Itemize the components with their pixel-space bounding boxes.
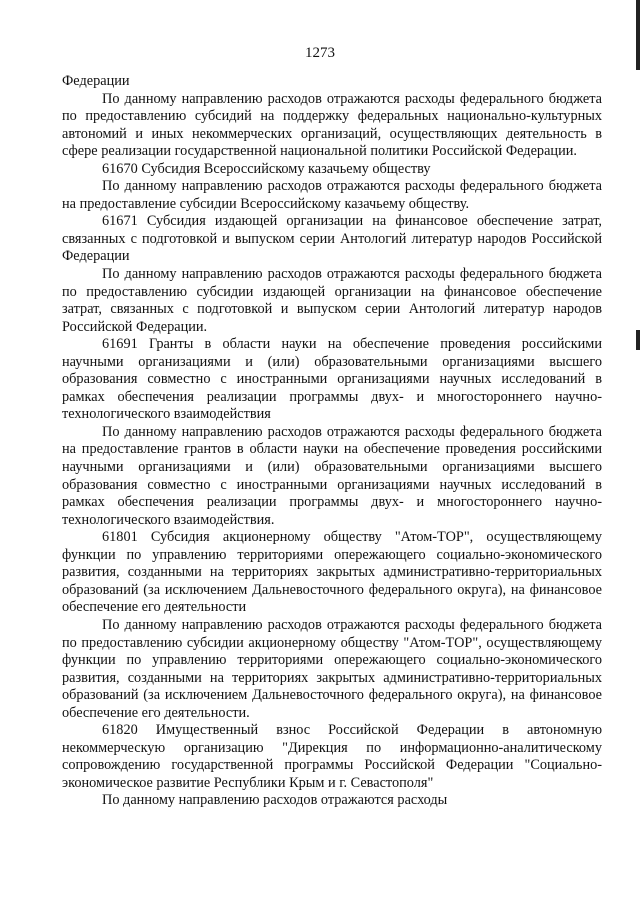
paragraph: Федерации <box>62 73 130 89</box>
paragraph: По данному направлению расходов отражаются расходы федерального бюджета на предоставление грантов в области науки на обеспечение проведения российскими научными организациями и (или) образовательными организациями высшего образования совместно с иностранными организациями научных исследований в рамках обеспечения реализации программы двух- и многостороннего научно-технологического взаимодействия. <box>62 423 602 528</box>
paragraph: По данному направлению расходов отражаются расходы федерального бюджета по предоставлению субсидии издающей организации на финансовое обеспечение затрат, связанных с подготовкой и выпуском серии Антологий литератур народов Российской Федерации. <box>62 266 602 335</box>
section-heading: 61670 Субсидия Всероссийскому казачьему обществу <box>102 160 431 177</box>
scan-edge-mark <box>636 330 640 350</box>
paragraph: По данному направлению расходов отражаются расходы федерального бюджета по предоставлению субсидии акционерному обществу "Атом-ТОР", осуществляющему функции по управлению территориями опережающего социально-экономического развития, созданными на территориях закрытых административно-территориальных образований (за исключением Дальневосточного федерального округа), на финансовое обеспечение его деятельности. <box>62 616 602 721</box>
section-heading: 61801 Субсидия акционерному обществу "Атом-ТОР", осуществляющему функции по управлению территориями опережающего социально-экономического развития, созданными на территориях закрытых административно-территориальных образований (за исключением Дальневосточного федерального округа), на финансовое обеспечение его деятельности <box>62 529 602 616</box>
page-number: 1273 <box>305 45 335 61</box>
section-heading: 61671 Субсидия издающей организации на финансовое обеспечение затрат, связанных с подготовкой и выпуском серии Антологий литератур народов Российской Федерации <box>62 213 602 265</box>
document-body <box>62 73 602 810</box>
paragraph: По данному направлению расходов отражаются расходы федерального бюджета по предоставлению субсидий на поддержку федеральных национально-культурных автономий и иных некоммерческих организаций, осуществляющих деятельность в сфере реализации государственной национальной политики Российской Федерации. <box>62 90 602 160</box>
section-heading: 61691 Гранты в области науки на обеспечение проведения российскими научными организациями и (или) образовательными организациями высшего образования совместно с иностранными организациями научных исследований в рамках обеспечения реализации программы двух- и многостороннего научно-технологического взаимодействия <box>62 336 602 423</box>
paragraph: По данному направлению расходов отражаются расходы федерального бюджета на предоставление субсидии Всероссийскому казачьему обществу. <box>62 178 602 212</box>
scan-edge-mark <box>636 0 640 70</box>
section-heading: 61820 Имущественный взнос Российской Федерации в автономную некоммерческую организацию "Дирекция по информационно-аналитическому сопровождению государственной программы Российской Федерации "Социально-экономическое развитие Республики Крым и г. Севастополя" <box>62 722 602 791</box>
paragraph: По данному направлению расходов отражаются расходы <box>102 792 448 809</box>
